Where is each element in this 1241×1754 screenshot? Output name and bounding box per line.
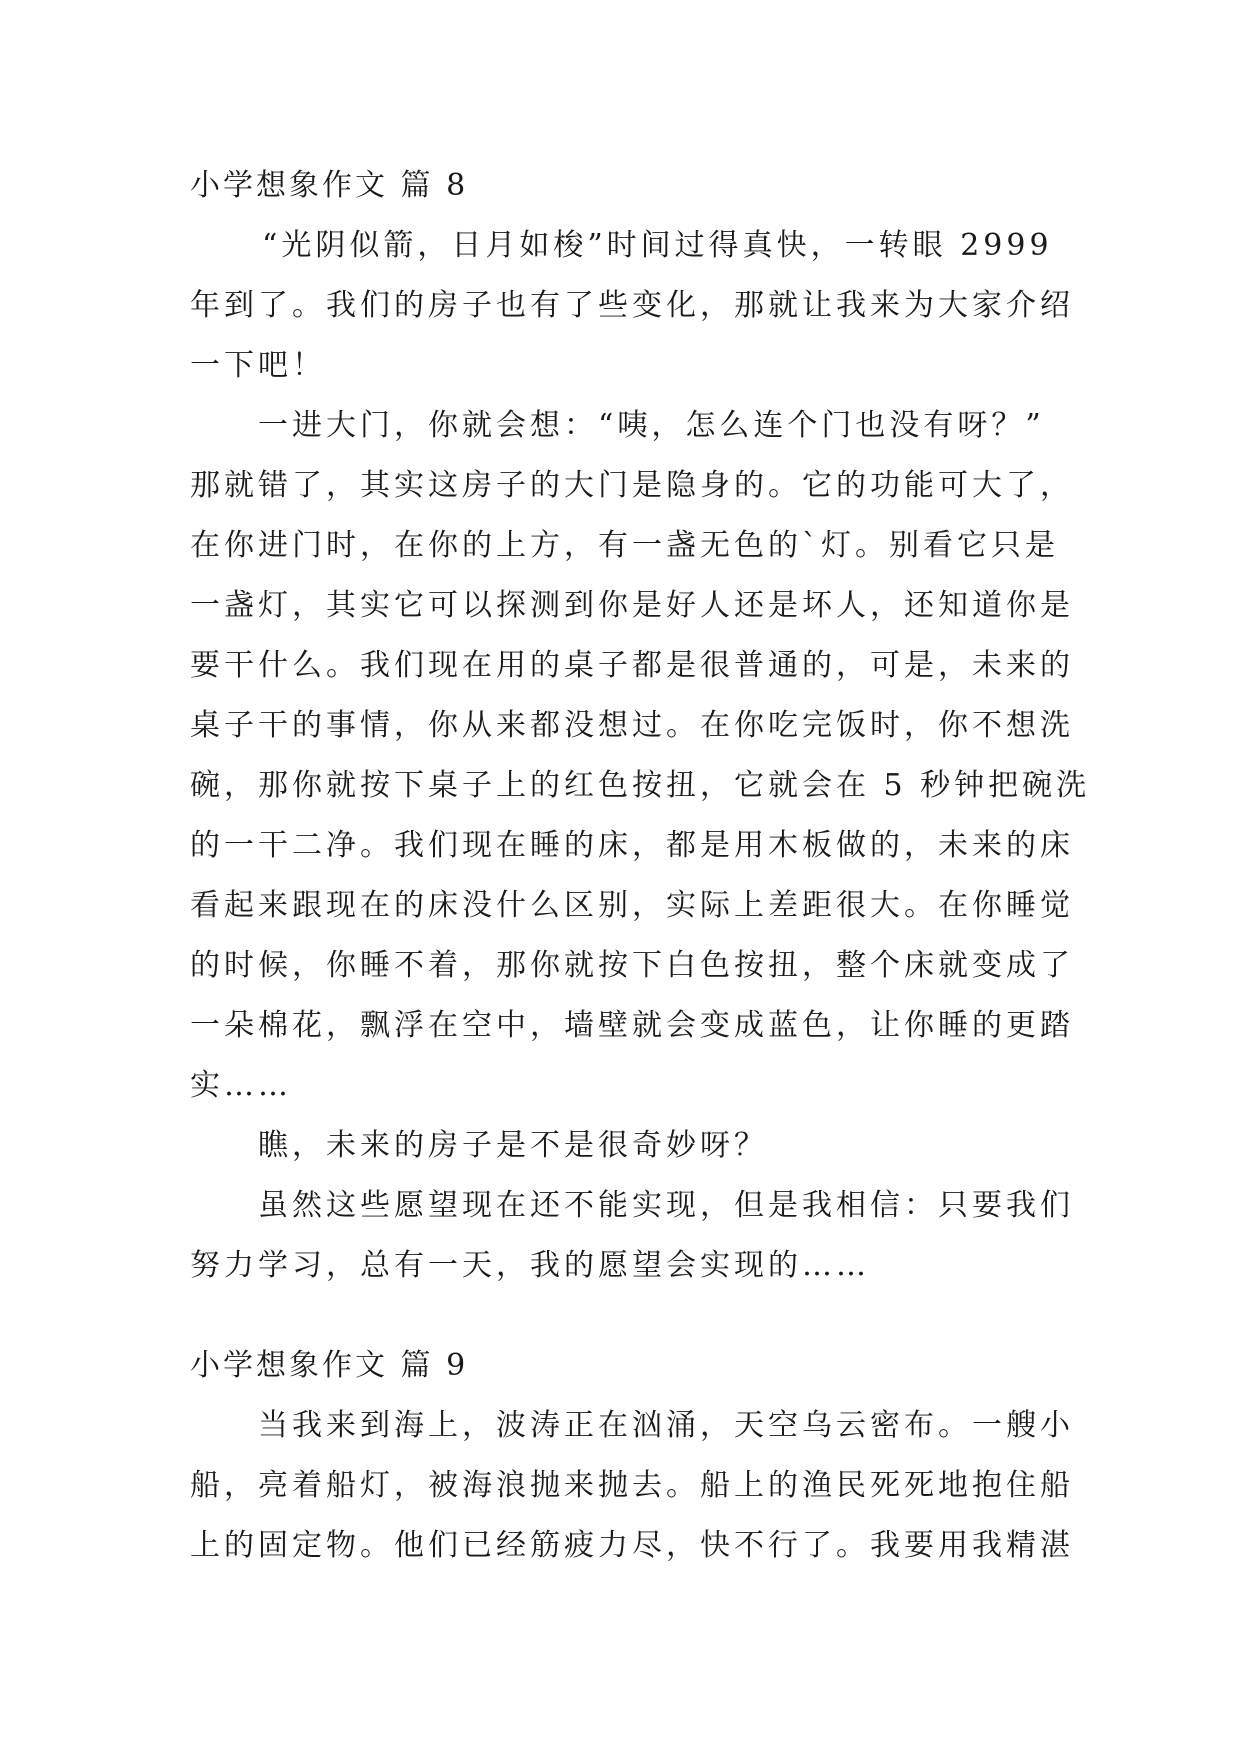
section-heading: 小学想象作文 篇 9 (190, 1348, 469, 1383)
paragraph-line: 的时候，你睡不着，那你就按下白色按扭，整个床就变成了 (190, 948, 1074, 983)
paragraph-line: 要干什么。我们现在用的桌子都是很普通的，可是，未来的 (190, 648, 1074, 683)
paragraph-line: 一朵棉花，飘浮在空中，墙壁就会变成蓝色，让你睡的更踏 (190, 1008, 1074, 1043)
section-heading: 小学想象作文 篇 8 (190, 168, 469, 203)
paragraph-line: 看起来跟现在的床没什么区别，实际上差距很大。在你睡觉 (190, 888, 1074, 923)
paragraph-line: 努力学习，总有一天，我的愿望会实现的…… (190, 1248, 870, 1283)
paragraph-line: 一进大门，你就会想：“咦，怎么连个门也没有呀？” (258, 408, 1045, 443)
paragraph-line: 桌子干的事情，你从来都没想过。在你吃完饭时，你不想洗 (190, 708, 1074, 743)
paragraph-line: 年到了。我们的房子也有了些变化，那就让我来为大家介绍 (190, 288, 1074, 323)
paragraph-line: 那就错了，其实这房子的大门是隐身的。它的功能可大了， (190, 468, 1074, 503)
paragraph-line: “光阴似箭，日月如梭”时间过得真快，一转眼 2999 (262, 228, 1053, 263)
paragraph-line: 的一干二净。我们现在睡的床，都是用木板做的，未来的床 (190, 828, 1074, 863)
paragraph-line: 一盏灯，其实它可以探测到你是好人还是坏人，还知道你是 (190, 588, 1074, 623)
paragraph-line: 碗，那你就按下桌子上的红色按扭，它就会在 5 秒钟把碗洗 (190, 768, 1091, 803)
paragraph-line: 实…… (190, 1068, 292, 1103)
paragraph-line: 虽然这些愿望现在还不能实现，但是我相信：只要我们 (258, 1188, 1074, 1223)
paragraph-line: 在你进门时，在你的上方，有一盏无色的`灯。别看它只是 (190, 528, 1059, 563)
paragraph-line: 瞧，未来的房子是不是很奇妙呀？ (258, 1128, 768, 1163)
paragraph-line: 船，亮着船灯，被海浪抛来抛去。船上的渔民死死地抱住船 (190, 1468, 1074, 1503)
paragraph-line: 一下吧！ (190, 348, 326, 383)
paragraph-line: 当我来到海上，波涛正在汹涌，天空乌云密布。一艘小 (258, 1408, 1074, 1443)
paragraph-line: 上的固定物。他们已经筋疲力尽，快不行了。我要用我精湛 (190, 1528, 1074, 1563)
